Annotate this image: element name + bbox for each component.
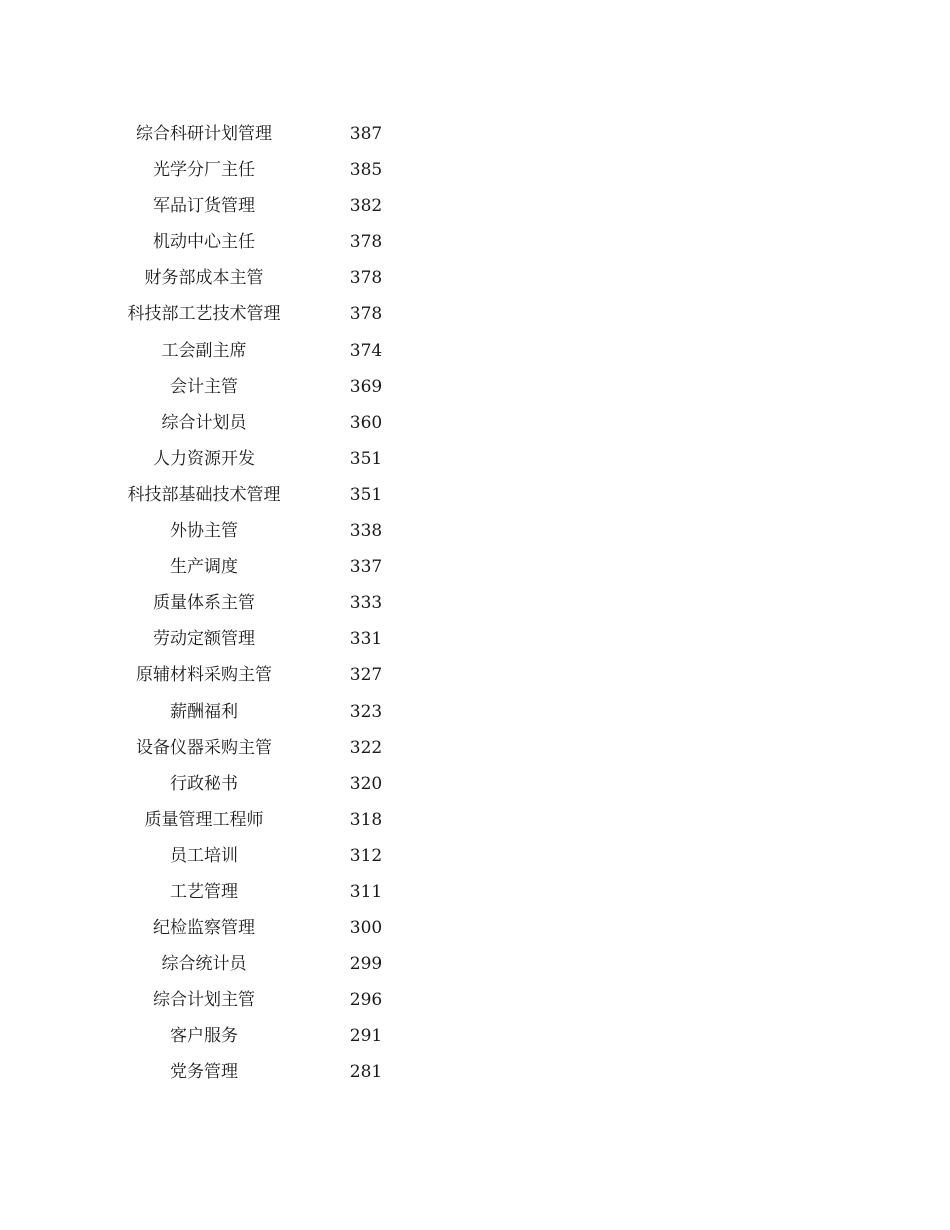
- position-name: 客户服务: [170, 1026, 238, 1047]
- position-name: 质量体系主管: [153, 593, 255, 614]
- position-name: 生产调度: [170, 557, 238, 578]
- position-name: 科技部工艺技术管理: [127, 304, 281, 325]
- position-name: 工会副主席: [161, 340, 247, 361]
- position-score: 338: [349, 521, 383, 542]
- position-score-table: [0, 116, 950, 1091]
- table-row: [0, 657, 950, 693]
- position-name: 薪酬福利: [170, 701, 238, 722]
- position-score: 312: [349, 845, 383, 866]
- position-name: 员工培训: [170, 845, 238, 866]
- position-score: 351: [349, 448, 383, 469]
- position-name: 原辅材料采购主管: [136, 665, 272, 686]
- position-name: 劳动定额管理: [153, 629, 255, 650]
- position-name: 工艺管理: [170, 881, 238, 902]
- table-row: [0, 585, 950, 621]
- position-score: 300: [349, 918, 383, 939]
- table-row: [0, 188, 950, 224]
- table-row: [0, 116, 950, 152]
- position-score: 351: [349, 484, 383, 505]
- table-row: [0, 260, 950, 296]
- position-name: 科技部基础技术管理: [127, 484, 281, 505]
- table-row: [0, 1018, 950, 1054]
- position-score: 296: [349, 990, 383, 1011]
- table-row: [0, 224, 950, 260]
- position-score: 378: [349, 232, 383, 253]
- table-row: [0, 874, 950, 910]
- table-row: [0, 910, 950, 946]
- position-name: 综合计划员: [161, 412, 247, 433]
- position-score: 311: [349, 881, 383, 902]
- position-score: 322: [349, 737, 383, 758]
- position-name: 党务管理: [170, 1062, 238, 1083]
- table-row: [0, 405, 950, 441]
- position-score: 385: [349, 160, 383, 181]
- position-score: 299: [349, 954, 383, 975]
- position-name: 光学分厂主任: [153, 160, 255, 181]
- position-name: 会计主管: [170, 376, 238, 397]
- position-name: 质量管理工程师: [144, 809, 264, 830]
- position-score: 327: [349, 665, 383, 686]
- position-score: 374: [349, 340, 383, 361]
- position-score: 378: [349, 304, 383, 325]
- position-name: 纪检监察管理: [153, 918, 255, 939]
- position-name: 综合科研计划管理: [136, 124, 272, 144]
- table-row: [0, 296, 950, 332]
- position-name: 军品订货管理: [153, 196, 255, 217]
- position-score: 323: [349, 701, 383, 722]
- position-name: 机动中心主任: [153, 232, 255, 253]
- table-row: [0, 946, 950, 982]
- position-name: 设备仪器采购主管: [136, 737, 272, 758]
- position-name: 综合统计员: [161, 954, 247, 975]
- position-score: 360: [349, 412, 383, 433]
- position-score: 382: [349, 196, 383, 217]
- position-name: 人力资源开发: [153, 448, 255, 469]
- position-score: 281: [349, 1062, 383, 1083]
- position-score: 333: [349, 593, 383, 614]
- position-score: 369: [349, 376, 383, 397]
- table-row: [0, 477, 950, 513]
- position-score: 387: [349, 124, 383, 144]
- position-name: 综合计划主管: [153, 990, 255, 1011]
- position-name: 行政秘书: [170, 773, 238, 794]
- position-score: 318: [349, 809, 383, 830]
- table-row: [0, 549, 950, 585]
- table-row: [0, 838, 950, 874]
- table-row: [0, 1054, 950, 1090]
- table-row: [0, 982, 950, 1018]
- table-row: [0, 802, 950, 838]
- table-row: [0, 369, 950, 405]
- table-row: [0, 513, 950, 549]
- table-row: [0, 621, 950, 657]
- position-score: 331: [349, 629, 383, 650]
- table-row: [0, 694, 950, 730]
- table-row: [0, 730, 950, 766]
- table-row: [0, 441, 950, 477]
- position-score: 378: [349, 268, 383, 289]
- position-name: 财务部成本主管: [144, 268, 264, 289]
- table-row: [0, 152, 950, 188]
- table-row: [0, 333, 950, 369]
- position-score: 320: [349, 773, 383, 794]
- position-score: 337: [349, 557, 383, 578]
- position-name: 外协主管: [170, 521, 238, 542]
- position-score: 291: [349, 1026, 383, 1047]
- table-row: [0, 766, 950, 802]
